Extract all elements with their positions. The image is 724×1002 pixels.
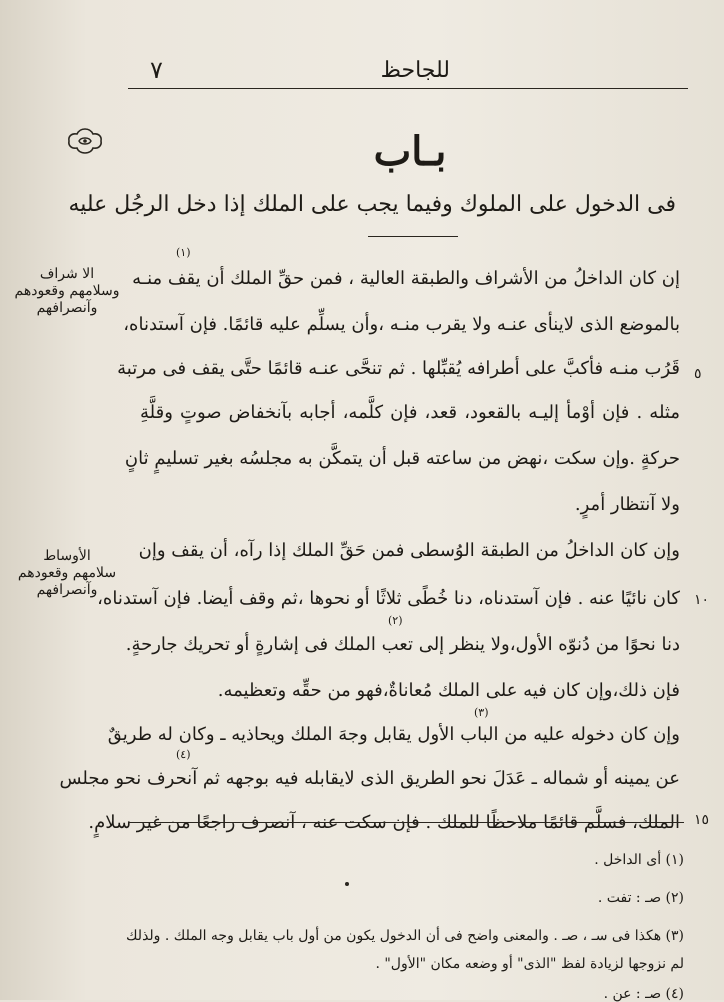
- line-number: ١٥: [694, 812, 710, 828]
- text-line: مثله . فإن أوْمأ إليـه بالقعود، قعد، فإن كلَّمه، أجابه بآنخفاض صوتٍ وقلَّةِ: [140, 402, 680, 423]
- text-line: دنا نحوًا من دُنوّه الأول،ولا ينظر إلى تعب الملك فى إشارةٍ أو تحريك جارحةٍ.: [125, 634, 680, 655]
- margin-note-line: وآنصرافهم: [36, 582, 98, 598]
- margin-note-line: الأوساط: [43, 548, 91, 564]
- margin-note-line: وسلامهم وقعودهم: [14, 283, 120, 299]
- margin-note-line: الا شراف: [39, 266, 95, 282]
- footnote-marker: (٣): [474, 706, 489, 719]
- running-head: [130, 58, 700, 88]
- text-line: حركةٍ .وإن سكت ،نهض من ساعته قبل أن يتمكَّن به مجلسُه بغير تسليمٍ ثانٍ: [124, 448, 680, 469]
- ink-dot: [345, 882, 349, 886]
- running-title: للجاحظ: [380, 58, 450, 83]
- text-line: كان نائيًا عنه . فإن آستدناه، دنا خُطًى ثلاثًا أو نحوها ،ثم وقف أيضا. فإن آستدناه،: [97, 588, 680, 609]
- chapter-heading: بـاب: [373, 128, 447, 175]
- footnote-marker: (٤): [176, 748, 191, 761]
- footnote: (٤) صـ : عن .: [603, 986, 684, 1002]
- text-line: وإن كان الداخلُ من الطبقة الوُسطى فمن حَقِّ الملك إذا رآه، أن يقف وإن: [138, 540, 680, 561]
- header-rule: [128, 88, 688, 89]
- footnote-marker: (١): [176, 246, 191, 259]
- margin-note-line: سلامهم وقعودهم: [17, 565, 117, 581]
- chapter-subtitle: فى الدخول على الملوك وفيما يجب على الملك إذا دخل الرجُل عليه: [68, 192, 676, 217]
- footnote-rule: [128, 822, 684, 823]
- text-line: وإن كان دخوله عليه من الباب الأول يقابل وجهَ الملك ويحاذيه ـ وكان له طريقٌ: [107, 724, 680, 745]
- footnote-marker: (٢): [388, 614, 403, 627]
- margin-note-line: وآنصرافهم: [36, 300, 98, 316]
- text-line: ولا آنتظار أمرٍ.: [574, 494, 680, 515]
- margin-note-nobles: [8, 266, 126, 317]
- text-line: عن يمينه أو شماله ـ عَدَلَ نحو الطريق الذى لايقابله فيه بوجهه ثم آنحرف نحو مجلس: [59, 768, 680, 789]
- line-number: ١٠: [694, 592, 710, 608]
- text-line: إن كان الداخلُ من الأشراف والطبقة العالية ، فمن حقِّ الملك أن يقف منـه: [132, 268, 680, 289]
- text-line: الملك، فسلَّم قائمًا ملاحظًا للملك . فإن سكت عنه ، آنصرف راجعًا من غير سلامٍ.: [88, 812, 680, 833]
- ornament-icon: [66, 126, 104, 156]
- text-line: بالموضع الذى لاينأى عنـه ولا يقرب منـه ،وأن يسلِّم عليه قائمًا. فإن آستدناه،: [123, 314, 680, 335]
- line-number: ٥: [694, 366, 702, 382]
- text-line: قَرُب منـه فأكبَّ على أطرافه يُقبِّلها . ثم تنحَّى عنـه قائمًا حتَّى يقف فى مرتبة: [117, 358, 680, 379]
- text-line: فإن ذلك،وإن كان فيه على الملك مُعاناةٌ،فهو من حقِّه وتعظيمه.: [217, 680, 680, 701]
- title-rule: [368, 236, 458, 237]
- footnote: (٣) هكذا فى سـ ، صـ . والمعنى واضح فى أن الدخول يكون من أول باب يقابل وجه الملك . ولذلك: [126, 928, 684, 944]
- footnote: (١) أى الداخل .: [594, 852, 684, 868]
- page-number: ٧: [150, 56, 163, 84]
- footnote: لم نزوجها لزيادة لفظ "الذى" أو وضعه مكان "الأول" .: [375, 956, 684, 972]
- footnote: (٢) صـ : تفت .: [597, 890, 684, 906]
